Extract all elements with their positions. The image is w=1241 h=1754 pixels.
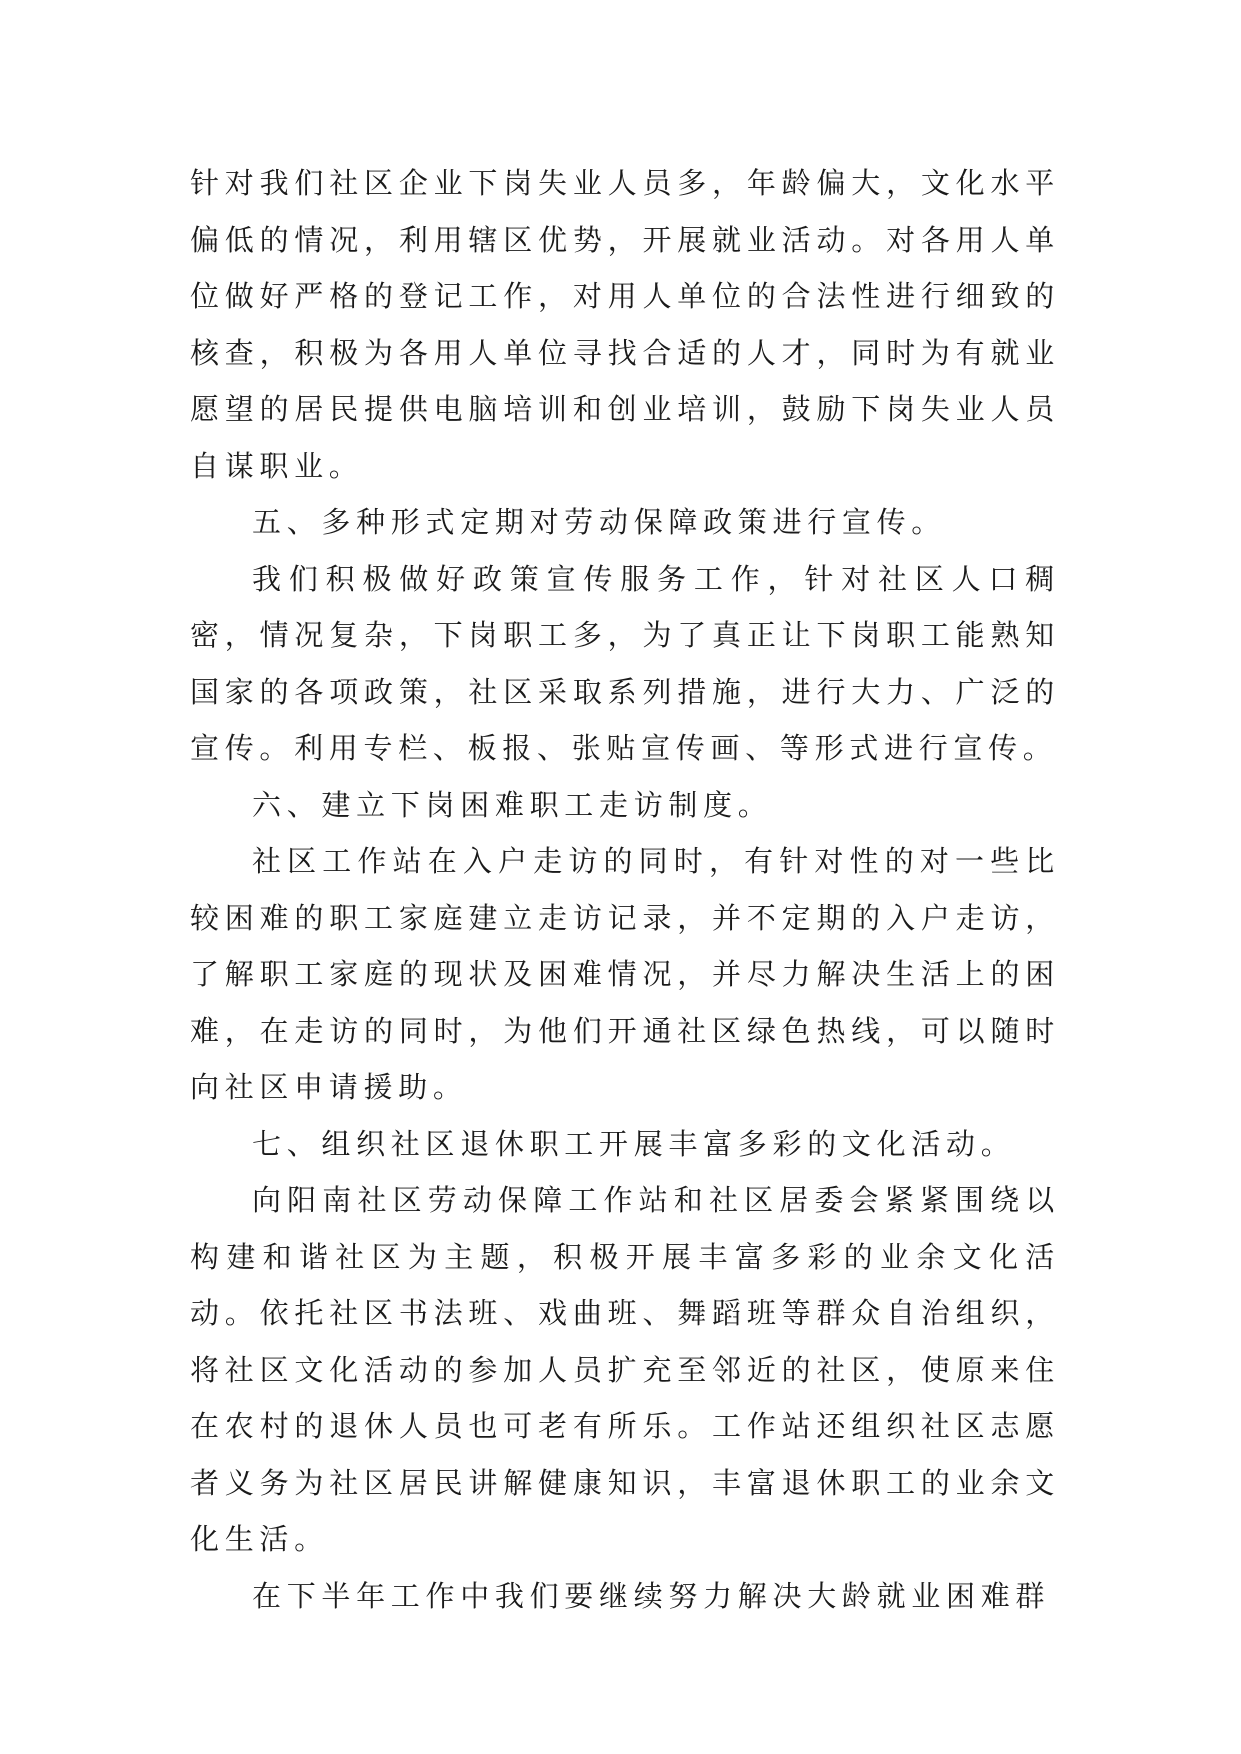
paragraph-visit-system: 社区工作站在入户走访的同时，有针对性的对一些比较困难的职工家庭建立走访记录，并不定期的入户走访，了解职工家庭的现状及困难情况，并尽力解决生活上的困难，在走访的同时，为他们开通社区绿色热线，可以随时向社区申请援助。 xyxy=(190,844,1060,1104)
document-body xyxy=(190,155,1060,1624)
paragraph-cultural-activities: 向阳南社区劳动保障工作站和社区居委会紧紧围绕以构建和谐社区为主题，积极开展丰富多彩的业余文化活动。依托社区书法班、戏曲班、舞蹈班等群众自治组织，将社区文化活动的参加人员扩充至邻近的社区，使原来住在农村的退休人员也可老有所乐。工作站还组织社区志愿者义务为社区居民讲解健康知识，丰富退休职工的业余文化生活。 xyxy=(190,1183,1060,1556)
paragraph-employment-activities: 针对我们社区企业下岗失业人员多，年龄偏大，文化水平偏低的情况，利用辖区优势，开展就业活动。对各用人单位做好严格的登记工作，对用人单位的合法性进行细致的核查，积极为各用人单位寻找合适的人才，同时为有就业愿望的居民提供电脑培训和创业培训，鼓励下岗失业人员自谋职业。 xyxy=(190,166,1060,483)
paragraph-second-half-plan: 在下半年工作中我们要继续努力解决大龄就业困难群 xyxy=(252,1578,1051,1613)
paragraph-policy-publicity: 我们积极做好政策宣传服务工作，针对社区人口稠密，情况复杂，下岗职工多，为了真正让下岗职工能熟知国家的各项政策，社区采取系列措施，进行大力、广泛的宣传。利用专栏、板报、张贴宣传画、等形式进行宣传。 xyxy=(190,561,1060,765)
heading-policy-publicity: 五、多种形式定期对劳动保障政策进行宣传。 xyxy=(252,505,947,539)
heading-cultural-activities: 七、组织社区退休职工开展丰富多彩的文化活动。 xyxy=(252,1126,1016,1161)
heading-visit-system: 六、建立下岗困难职工走访制度。 xyxy=(252,787,773,822)
